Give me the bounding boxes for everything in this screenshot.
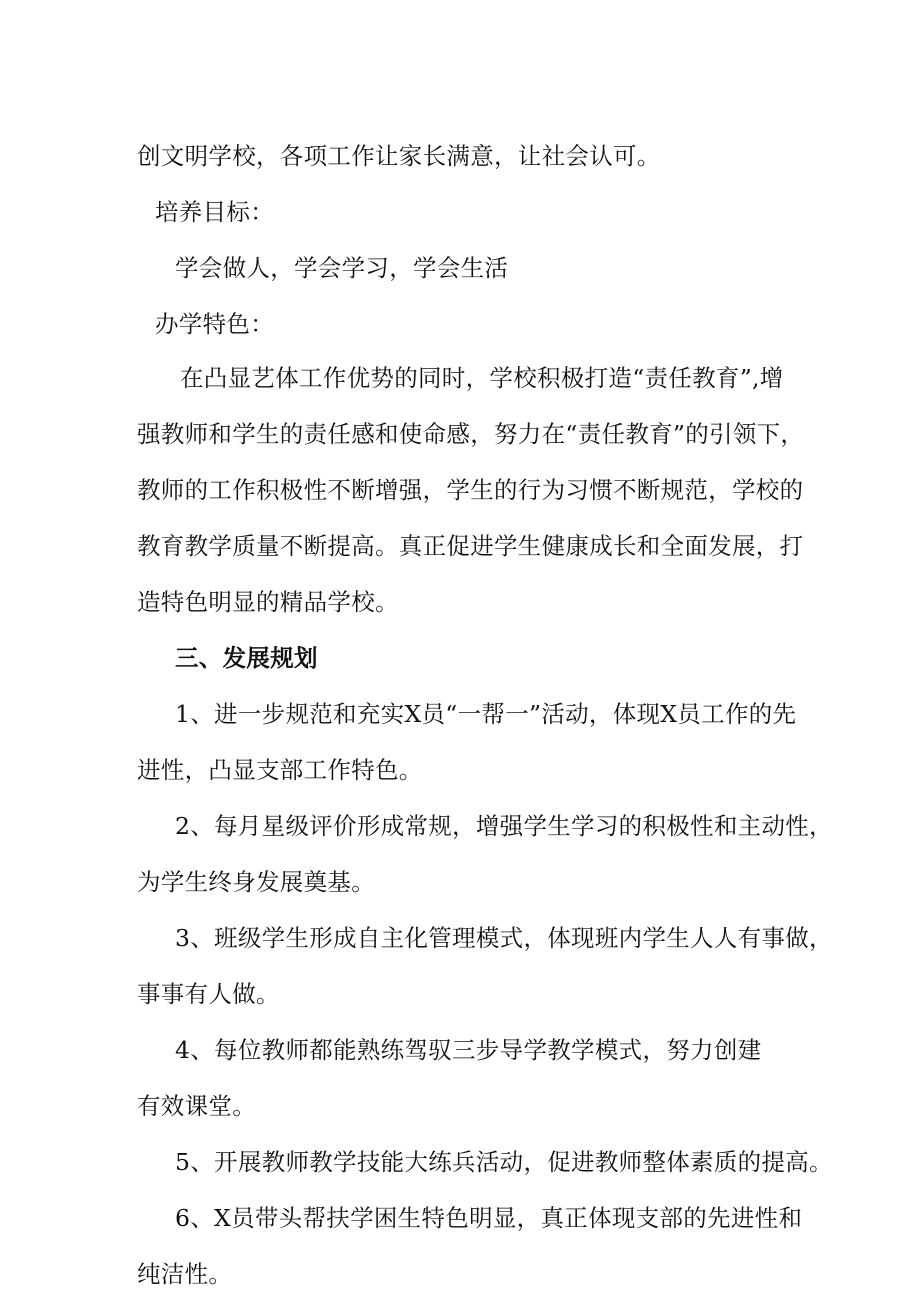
development-plan-heading: 三、发展规划 <box>175 643 318 672</box>
school-feature-heading: 办学特色： <box>155 309 274 338</box>
intro-tail-line: 创文明学校，各项工作让家长满意，让社会认可。 <box>137 141 661 170</box>
plan-item-4-line: 有效课堂。 <box>137 1091 256 1120</box>
plan-item-3-line: 事事有人做。 <box>137 979 280 1008</box>
plan-item-1-line: 进性，凸显支部工作特色。 <box>137 755 423 784</box>
training-goal-text: 学会做人，学会学习，学会生活 <box>175 253 509 282</box>
plan-item-6-line: 纯洁性。 <box>137 1259 233 1288</box>
plan-item-1-line: 1、进一步规范和充实X员“一帮一”活动，体现X员工作的先 <box>175 699 797 728</box>
plan-item-2-line: 为学生终身发展奠基。 <box>137 867 375 896</box>
school-feature-line: 在凸显艺体工作优势的同时，学校积极打造“责任教育”,增 <box>180 363 784 392</box>
school-feature-line: 教育教学质量不断提高。真正促进学生健康成长和全面发展，打 <box>137 531 804 560</box>
plan-item-6-line: 6、X员带头帮扶学困生特色明显，真正体现支部的先进性和 <box>175 1203 803 1232</box>
training-goal-heading: 培养目标： <box>155 197 274 226</box>
plan-item-4-line: 4、每位教师都能熟练驾驭三步导学教学模式，努力创建 <box>175 1035 762 1064</box>
plan-item-2-line: 2、每月星级评价形成常规，增强学生学习的积极性和主动性， <box>175 811 833 840</box>
school-feature-line: 强教师和学生的责任感和使命感，努力在“责任教育”的引领下， <box>137 419 805 448</box>
school-feature-line: 造特色明显的精品学校。 <box>137 587 399 616</box>
school-feature-line: 教师的工作积极性不断增强，学生的行为习惯不断规范，学校的 <box>137 475 804 504</box>
plan-item-3-line: 3、班级学生形成自主化管理模式，体现班内学生人人有事做， <box>175 923 833 952</box>
plan-item-5-line: 5、开展教师教学技能大练兵活动，促进教师整体素质的提高。 <box>175 1147 833 1176</box>
